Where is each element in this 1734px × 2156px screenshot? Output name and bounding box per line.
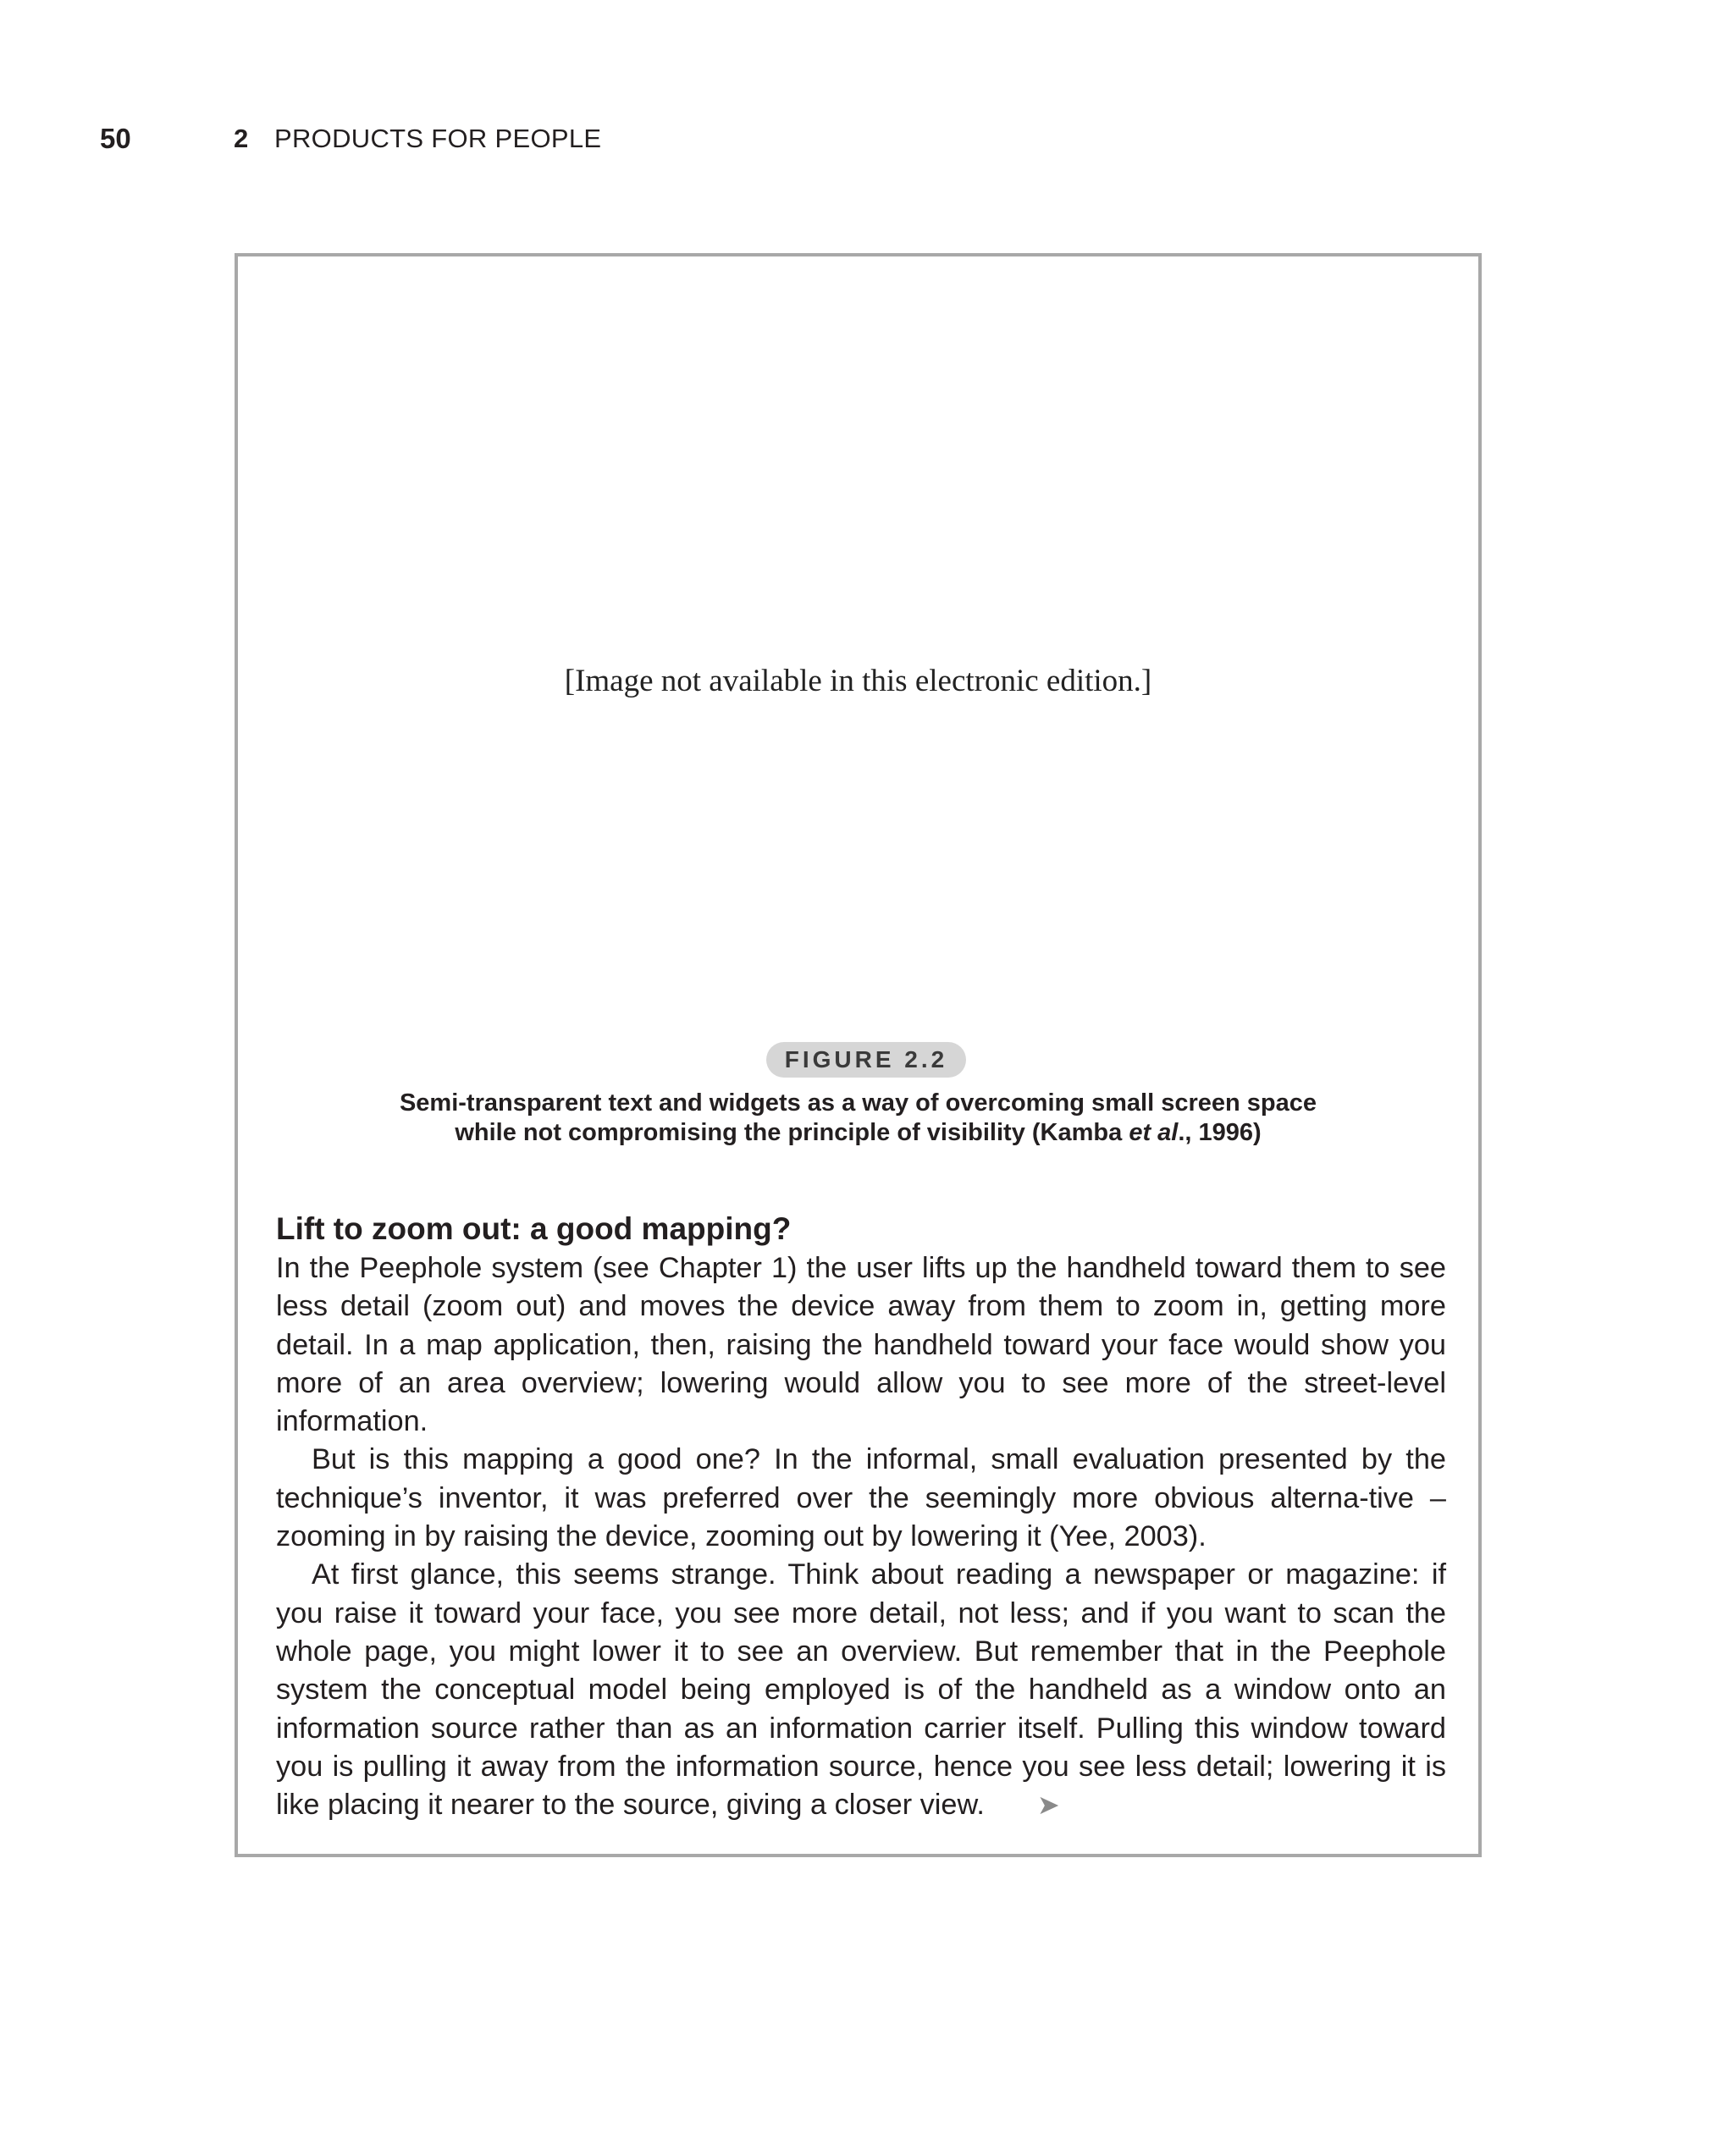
paragraph-1: In the Peephole system (see Chapter 1) the user lifts up the handheld toward them to see less detail (zoom out) and moves the device away from them to zoom in, getting more detail. In a map application, then, raising the handheld toward your face would show you more of an area overview; lowering would allow you to see more of the street-level information. (276, 1252, 1446, 1438)
paragraph-3 (276, 1556, 1446, 1824)
caption-italic: et al (1129, 1119, 1179, 1146)
caption-line-2 (272, 1118, 1444, 1148)
page-number: 50 (100, 123, 131, 154)
paragraph-2: But is this mapping a good one? In the informal, small evaluation presented by the technique’s inventor, it was preferred over the seemingly more obvious alterna-tive – zooming in by raising the device, zooming out by lowering it (Yee, 2003). (276, 1443, 1446, 1553)
section-heading: Lift to zoom out: a good mapping? (276, 1211, 792, 1246)
caption-line-1: Semi-transparent text and widgets as a way of overcoming small screen space (399, 1089, 1317, 1117)
chapter-number: 2 (234, 124, 249, 153)
chapter-title: PRODUCTS FOR PEOPLE (274, 124, 602, 153)
caption-text: while not compromising the principle of visibility (Kamba (455, 1119, 1129, 1146)
figure-label: FIGURE 2.2 (766, 1042, 966, 1078)
figure-caption (272, 1089, 1444, 1148)
caption-text-end: ., 1996) (1178, 1119, 1262, 1146)
arrowhead-right-icon: ➤ (1036, 1789, 1060, 1821)
image-placeholder: [Image not available in this electronic edition.] (564, 664, 1152, 698)
boxed-figure-and-sidebar (235, 253, 1482, 1857)
sidebar-section (276, 1209, 1446, 1824)
paragraph-3-text: At first glance, this seems strange. Think about reading a newspaper or magazine: if you raise it toward your face, you see more detail, not less; and if you want to scan the whole page, you might lower it to see an overview. But remember that in the Peephole system the conceptual model being employed is of the handheld as a window onto an information source rather than as an information carrier itself. Pulling this window toward you is pulling it away from the information source, hence you see less detail; lowering it is like placing it nearer to the source, giving a closer view. (276, 1558, 1446, 1822)
